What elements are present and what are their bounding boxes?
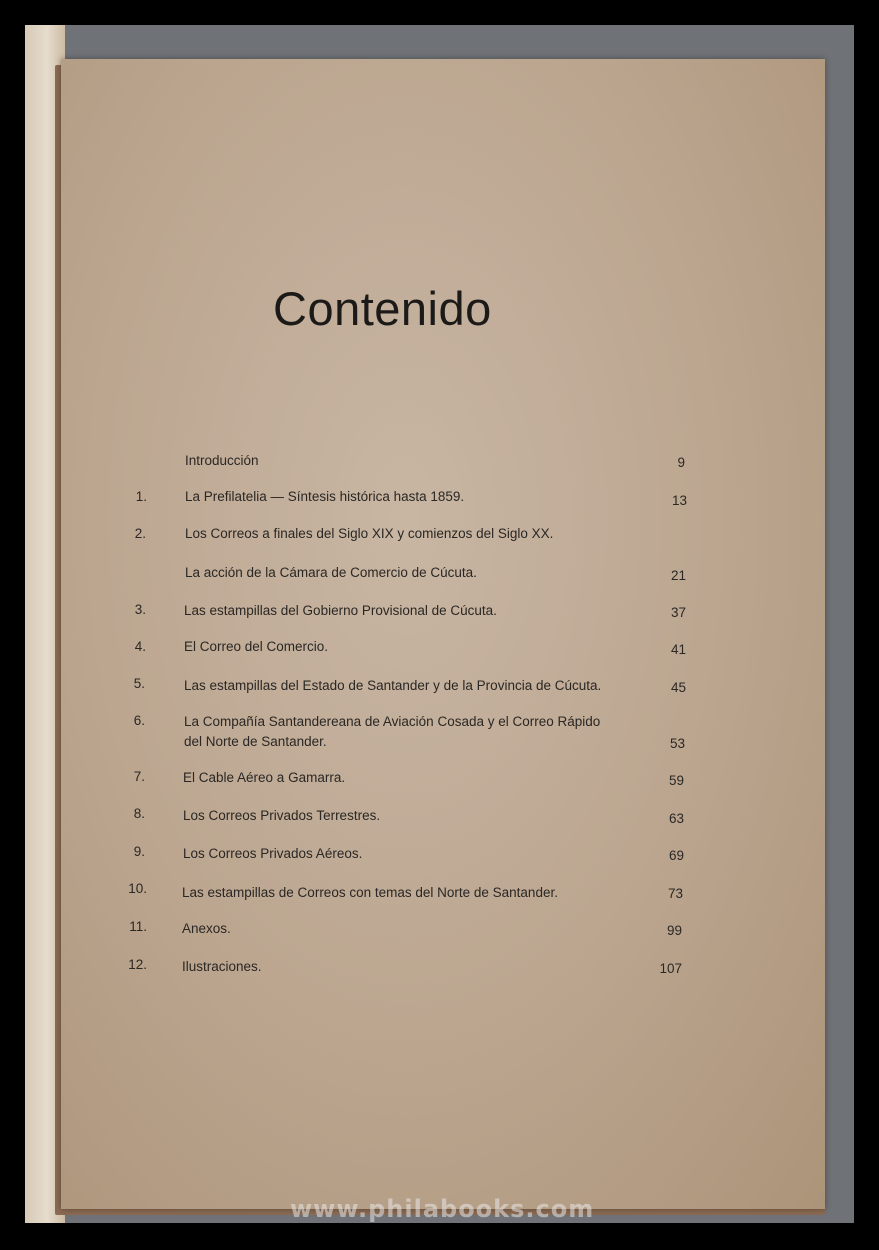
toc-entry-text-continued: del Norte de Santander.	[184, 734, 327, 749]
toc-entry-number: 6.	[133, 713, 145, 728]
toc-entry-number: 12.	[128, 957, 147, 972]
toc-entry-number: 8.	[133, 806, 145, 821]
toc-entry-page: 21	[670, 568, 686, 583]
toc-entry-text: Las estampillas de Correos con temas del Norte de Santander.	[182, 885, 558, 900]
toc-entry-page: 59	[668, 773, 684, 788]
toc-entry-text: Los Correos Privados Terrestres.	[183, 808, 381, 823]
toc-entry-page: 45	[670, 680, 686, 695]
toc-entry-number: 9.	[133, 844, 145, 859]
toc-entry-text: La Prefilatelia — Síntesis histórica hasta 1859.	[185, 489, 465, 504]
toc-entry-number: 5.	[133, 676, 145, 691]
toc-entry-page: 53	[669, 736, 685, 751]
toc-entry-text: Introducción	[185, 453, 259, 468]
toc-entry-text: Ilustraciones.	[182, 959, 262, 974]
toc-entry-page: 9	[677, 455, 685, 470]
toc-entry-page: 41	[670, 642, 686, 657]
watermark-text: www.philabooks.com	[290, 1195, 595, 1223]
toc-entry-page: 69	[668, 848, 684, 863]
toc-entry-number: 7.	[133, 769, 145, 784]
page-title: Contenido	[273, 282, 492, 335]
document-page	[61, 59, 825, 1209]
toc-entry-number: 3.	[134, 602, 146, 617]
toc-entry-number: 2.	[134, 526, 146, 541]
toc-entry-text: Las estampillas del Estado de Santander y de la Provincia de Cúcuta.	[184, 678, 602, 693]
toc-entry-page: 107	[659, 961, 682, 976]
toc-entry-text: Anexos.	[182, 921, 231, 936]
toc-entry-number: 4.	[134, 639, 146, 654]
toc-entry-text: La Compañía Santandereana de Aviación Cosada y el Correo Rápido	[184, 714, 601, 729]
toc-entry-page: 73	[667, 886, 683, 901]
toc-entry-page: 37	[670, 605, 686, 620]
toc-entry-text: La acción de la Cámara de Comercio de Cúcuta.	[185, 565, 477, 580]
toc-entry-number: 11.	[129, 919, 147, 934]
toc-entry-page: 13	[671, 493, 687, 508]
toc-entry-page: 99	[666, 923, 682, 938]
photo-frame	[25, 25, 854, 1223]
toc-entry-page: 63	[668, 811, 684, 826]
toc-entry-text: Los Correos a finales del Siglo XIX y comienzos del Siglo XX.	[185, 526, 554, 541]
toc-entry-number: 10.	[128, 881, 147, 896]
toc-entry-text: El Correo del Comercio.	[184, 639, 329, 654]
toc-entry-text: Las estampillas del Gobierno Provisional de Cúcuta.	[184, 603, 497, 618]
toc-entry-text: Los Correos Privados Aéreos.	[183, 846, 363, 861]
toc-entry-number: 1.	[135, 489, 147, 504]
toc-entry-text: El Cable Aéreo a Gamarra.	[183, 770, 346, 785]
